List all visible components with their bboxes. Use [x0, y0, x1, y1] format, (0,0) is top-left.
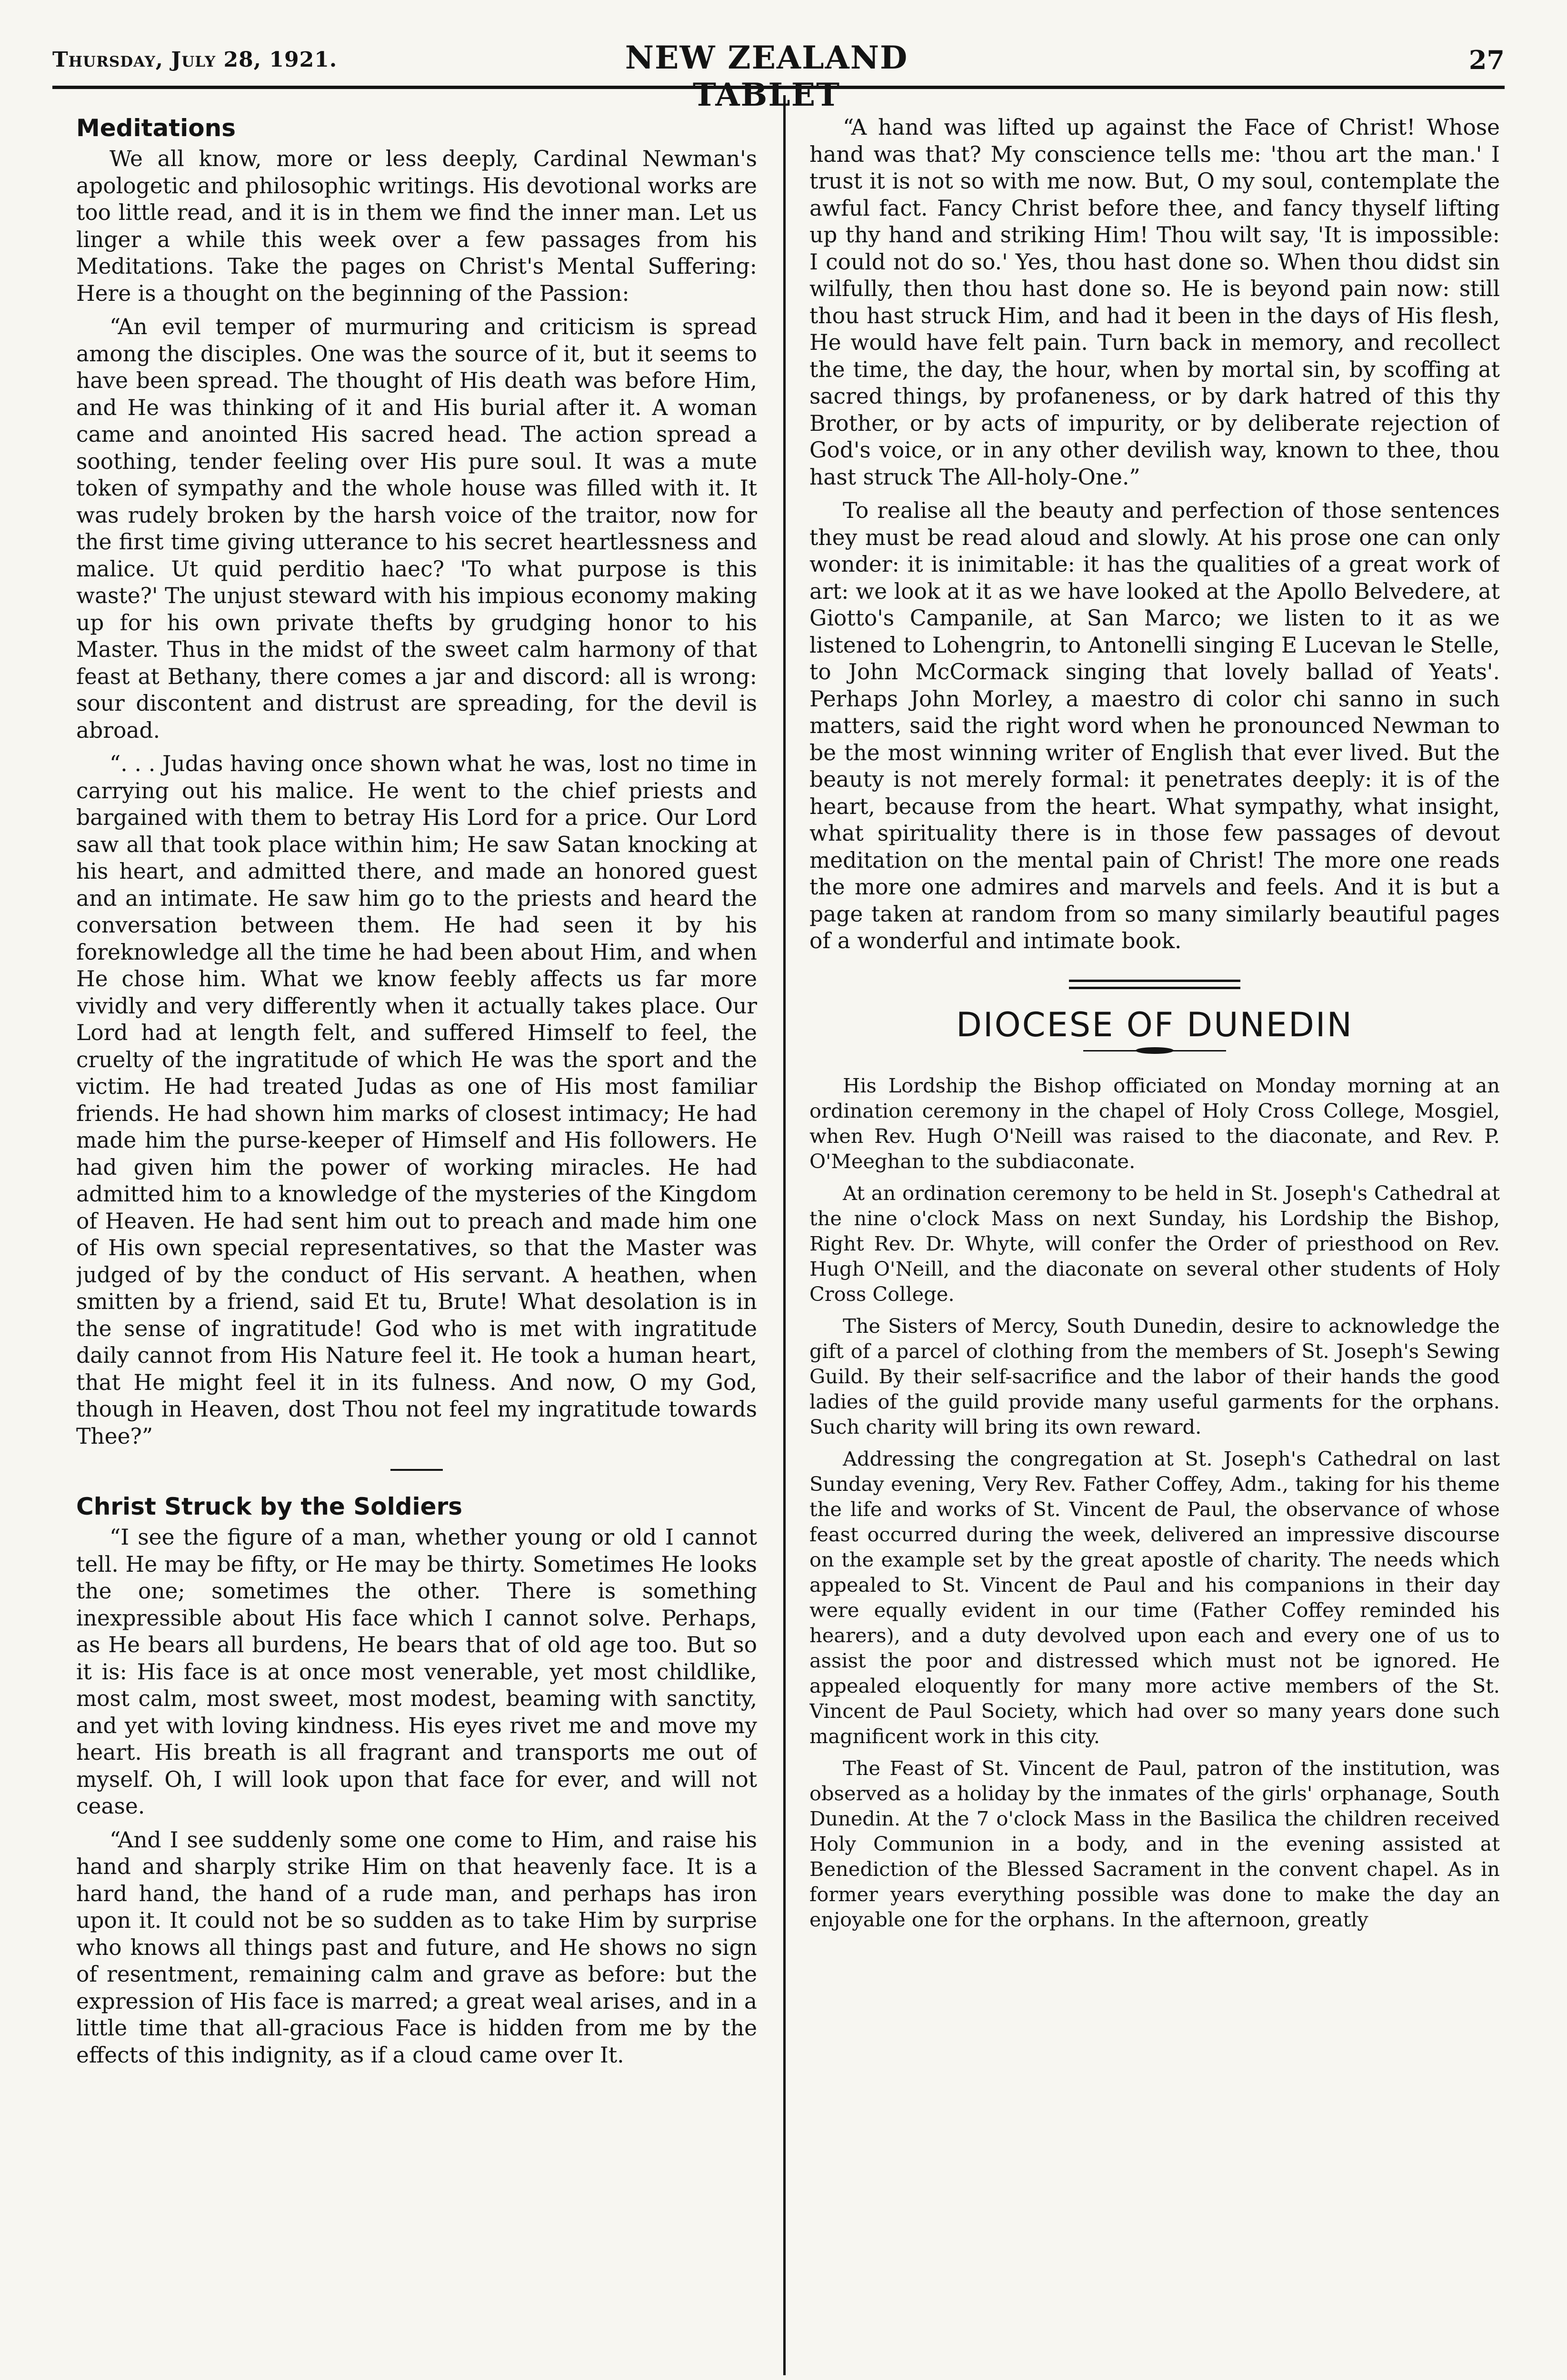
meditations-heading: Meditations: [76, 114, 236, 142]
diocese-paragraph: His Lordship the Bishop officiated on Monday morning at an ordination ceremony in the chapel of Holy Cross College, Mosgiel, when Rev. Hugh O'Neill was raised to the diaconate, and Rev. P. O'Meeghan to the subdiaconate.: [809, 1073, 1500, 1173]
left-column: [76, 114, 757, 2375]
diocese-paragraph: The Sisters of Mercy, South Dunedin, desire to acknowledge the gift of a parcel of clothing from the members of St. Joseph's Sewing Guild. By their self-sacrifice and the labor of their hands the good ladies of the guild provide many useful garments for the orphans. Such charity will bring its own reward.: [809, 1314, 1500, 1438]
christ-struck-paragraph: To realise all the beauty and perfection of those sentences they must be read aloud and slowly. At his prose one can only wonder: it is inimitable: it has the qualities of a great work of art: we look at it as we have looked at the Apollo Belvedere, at Giotto's Campanile, at San Marco; we listen to it as we listened to Lohengrin, to Antonelli singing E Lucevan le Stelle, to John McCormack singing that lovely ballad of Yeats'. Perhaps John Morley, a maestro di color chi sanno in such matters, said the right word when he pronounced Newman to be the most winning writer of English that ever lived. But the beauty is not merely formal: it penetrates deeply: it is of the heart, because from the heart. What sympathy, what insight, what spirituality there is in those few passages of devout meditation on the mental pain of Christ! The more one reads the more one admires and marvels and feels. And it is but a page taken at random from so many similarly beautiful pages of a wonderful and intimate book.: [809, 498, 1500, 953]
christ-struck-paragraph: “A hand was lifted up against the Face of Christ! Whose hand was that? My conscience tells me: 'thou art the man.' I trust it is not so with me now. But, O my soul, contemplate the awful fact. Fancy Christ before thee, and fancy thyself lifting up thy hand and striking Him! Thou wilt say, 'It is impossible: I could not do so.' Yes, thou hast done so. When thou didst sin wilfully, then thou hast done so. He is beyond pain now: still thou hast struck Him, and had it been in the days of His flesh, He would have felt pain. Turn back in memory, and recollect the time, the day, the hour, when by mortal sin, by scoffing at sacred things, by profaneness, or by dark hatred of this thy Brother, or by acts of impurity, or by deliberate rejection of God's voice, or in any other devilish way, known to thee, thou hast struck The All-holy-One.”: [809, 115, 1500, 490]
right-column: [809, 114, 1500, 2375]
section-separator: [390, 1469, 443, 1471]
meditations-paragraph: “. . . Judas having once shown what he was, lost no time in carrying out his malice. He went to the chief priests and bargained with them to betray His Lord for a price. Our Lord saw all that took place within him; He saw Satan knocking at his heart, and admitted there, and made an honored guest and an intimate. He saw him go to the priests and heard the conversation between them. He had seen it by his foreknowledge all the time he had been about Him, and when He chose him. What we know feebly affects us far more vividly and very differently when it actually takes place. Our Lord had at length felt, and suffered Himself to feel, the cruelty of the ingratitude of which He was the sport and the victim. He had treated Judas as one of His most familiar friends. He had shown him marks of closest intimacy; He had made him the purse-keeper of Himself and His followers. He had given him the power of working miracles. He had admitted him to a knowledge of the mysteries of the Kingdom of Heaven. He had sent him out to preach and made him one of His own special representatives, so that the Master was judged of by the conduct of His servant. A heathen, when smitten by a friend, said Et tu, Brute! What desolation is in the sense of ingratitude! God who is met with ingratitude daily cannot from His Nature feel it. He took a human heart, that He might feel it in its fulness. And now, O my God, though in Heaven, dost Thou not feel my ingratitude towards Thee?”: [76, 751, 757, 1449]
christ-struck-paragraph: “I see the figure of a man, whether young or old I cannot tell. He may be fifty, or He may be thirty. Sometimes He looks the one; sometimes the other. There is something inexpressible about His face which I cannot solve. Perhaps, as He bears all burdens, He bears that of old age too. But so it is: His face is at once most venerable, yet most childlike, most calm, most sweet, most modest, beaming with sanctity, and yet with loving kindness. His eyes rivet me and move my heart. His breath is all fragrant and transports me out of myself. Oh, I will look upon that face for ever, and will not cease.: [76, 1525, 757, 1819]
diocese-paragraph: Addressing the congregation at St. Joseph's Cathedral on last Sunday evening, Very Rev. Father Coffey, Adm., taking for his theme the life and works of St. Vincent de Paul, the observance of whose feast occurred during the week, delivered an impressive discourse on the example set by the great apostle of charity. The needs which appealed to St. Vincent de Paul and his companions in their day were equally evident in our time (Father Coffey reminded his hearers), and a duty devolved upon each and every one of us to assist the poor and distressed which must not be ignored. He appealed eloquently for many more active members of the St. Vincent de Paul Society, which had over so many years done such magnificent work in this city.: [809, 1447, 1500, 1748]
diocese-paragraph: The Feast of St. Vincent de Paul, patron of the institution, was observed as a holiday by the inmates of the girls' orphanage, South Dunedin. At the 7 o'clock Mass in the Basilica the children received Holy Communion in a body, and in the evening assisted at Benediction of the Blessed Sacrament in the convent chapel. As in former years everything possible was done to make the day an enjoyable one for the orphans. In the afternoon, greatly: [809, 1756, 1500, 1931]
christ-struck-heading: Christ Struck by the Soldiers: [76, 1493, 462, 1520]
masthead: NEW ZEALAND TABLET: [625, 39, 908, 113]
issue-date: Thursday, July 28, 1921.: [52, 48, 338, 72]
header-rule: [52, 86, 1505, 89]
diocese-heading: DIOCESE OF DUNEDIN: [956, 1005, 1353, 1044]
diocese-paragraph: At an ordination ceremony to be held in St. Joseph's Cathedral at the nine o'clock Mass on next Sunday, his Lordship the Bishop, Right Rev. Dr. Whyte, will confer the Order of priesthood on Rev. Hugh O'Neill, and the diaconate on several other students of Holy Cross College.: [809, 1181, 1500, 1306]
diocese-body: [809, 1073, 1500, 1932]
section-separator: [1069, 980, 1240, 989]
meditations-paragraph: We all know, more or less deeply, Cardinal Newman's apologetic and philosophic writings. His devotional works are too little read, and it is in them we find the inner man. Let us linger a while this week over a few passages from his Meditations. Take the pages on Christ's Mental Suffering: Here is a thought on the beginning of the Passion:: [76, 146, 757, 306]
christ-struck-paragraph: “And I see suddenly some one come to Him, and raise his hand and sharply strike Him on that heavenly face. It is a hard hand, the hand of a rude man, and perhaps has iron upon it. It could not be so sudden as to take Him by surprise who knows all things past and future, and He shows no sign of resentment, remaining calm and grave as before: but the expression of His face is marred; a great weal arises, and in a little time that all-gracious Face is hidden from me by the effects of this indignity, as if a cloud came over It.: [76, 1827, 757, 2068]
page-number: 27: [1468, 45, 1505, 75]
heading-ornament: [1083, 1047, 1226, 1054]
meditations-paragraph: “An evil temper of murmuring and criticism is spread among the disciples. One was the source of it, but it seems to have been spread. The thought of His death was before Him, and He was thinking of it and His burial after it. A woman came and anointed His sacred head. The action spread a soothing, tender feeling over His pure soul. It was a mute token of sympathy and the whole house was filled with it. It was rudely broken by the harsh voice of the traitor, now for the first time giving utterance to his secret heartlessness and malice. Ut quid perditio haec? 'To what purpose is this waste?' The unjust steward with his impious economy making up for his own private thefts by grudging honor to his Master. Thus in the midst of the sweet calm harmony of that feast at Bethany, there comes a jar and discord: all is wrong: sour discontent and distrust are spreading, for the devil is abroad.: [76, 314, 757, 743]
page-header: [52, 29, 1505, 113]
column-divider: [783, 95, 786, 2375]
